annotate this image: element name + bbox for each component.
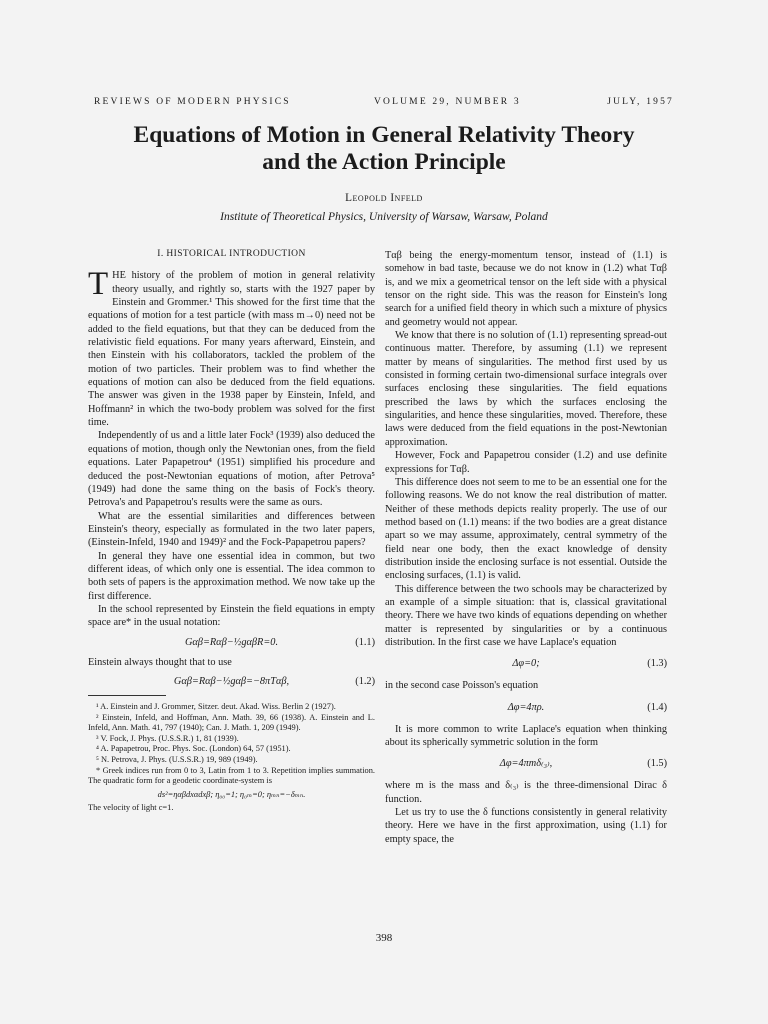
section-heading: I. HISTORICAL INTRODUCTION (157, 249, 306, 259)
paragraph: This difference between the two schools may be characterized by an example of a simple situation: that is, classical gravitational theory. There we have two kinds of equations depending on whether matter is represented by singularities or by a continuous distribution. In the first case we have Laplace's equation (385, 583, 667, 648)
footnote-rule (88, 695, 166, 696)
equation-text: Δφ=0; (512, 658, 540, 670)
footnote: The velocity of light c=1. (88, 803, 174, 813)
left-column (88, 248, 375, 814)
equation-number: (1.5) (647, 758, 667, 770)
footnote: ³ V. Fock, J. Phys. (U.S.S.R.) 1, 81 (1939). (96, 733, 239, 743)
footnote: * Greek indices run from 0 to 3, Latin from 1 to 3. Repetition implies summation. The quadratic form for a geodetic coordinate-system is (88, 765, 375, 786)
equation-number: (1.2) (355, 675, 375, 687)
equation-number: (1.1) (355, 636, 375, 648)
title-line-1: Equations of Motion in General Relativity Theory (133, 122, 635, 148)
drop-cap: T (88, 266, 109, 303)
equation-1-5 (385, 751, 667, 777)
volume-number: VOLUME 29, NUMBER 3 (374, 97, 521, 107)
paragraph: Tαβ being the energy-momentum tensor, instead of (1.1) is somehow in bad taste, because we do not know in (1.2) what Tαβ is, and we mix a geometrical tensor on the left side with a physical tensor on the right side. This was the reason for Einstein's long search for a unified field theory in which such a mixture of physics and geometry would not appear. (385, 250, 667, 328)
footnote-equation: ds²=ηαβdxαdxβ; η₀₀=1; η₀ₘ=0; ηₘₙ=−δₘₙ. (157, 789, 306, 799)
right-column (385, 249, 667, 846)
footnotes (88, 702, 375, 814)
paragraph: What are the essential similarities and differences between Einstein's theory, especially as formulated in the two later papers, (Einstein-Infeld, 1940 and 1949)² and the Fock-Papapetrou papers? (88, 510, 375, 549)
footnote: ⁵ N. Petrova, J. Phys. (U.S.S.R.) 19, 989 (1949). (96, 754, 258, 764)
equation-1-4 (385, 695, 667, 721)
page-number: 398 (375, 932, 393, 944)
paragraph: Einstein always thought that to use (88, 656, 232, 668)
footnote: ⁴ A. Papapetrou, Proc. Phys. Soc. (London) 64, 57 (1951). (96, 744, 291, 754)
equation-text: Gαβ=Rαβ−½gαβR=0. (184, 636, 279, 648)
footnote: ¹ A. Einstein and J. Grommer, Sitzer. deut. Akad. Wiss. Berlin 2 (1927). (96, 701, 336, 711)
title-line-2: and the Action Principle (262, 149, 506, 175)
equation-1-3 (385, 651, 667, 677)
paragraph: Let us try to use the δ functions consistently in general relativity theory. Here we have in the first approximation, using (1.1) for empty space, the (385, 807, 667, 845)
paragraph: Independently of us and a little later Fock³ (1939) also deduced the equations of motion, though only the Newtonian ones, from the field equations. Later Papapetrou⁴ (1951) simplified his procedure and deduced the post-Newtonian equations of motion, after Petrova⁵ (1949) had done the same thing on the basis of Fock's theory. Petrova's and Papapetrou's results were the same as ours. (88, 430, 375, 509)
paragraph (88, 266, 375, 429)
paragraph: In the school represented by Einstein the field equations in empty space are* in the usual notation: (88, 603, 375, 629)
equation-text: Δφ=4πρ. (507, 701, 545, 713)
journal-name: REVIEWS OF MODERN PHYSICS (94, 97, 291, 107)
author-affiliation: Institute of Theoretical Physics, University of Warsaw, Warsaw, Poland (220, 211, 548, 223)
paragraph: in the second case Poisson's equation (385, 680, 539, 692)
issue-date: JULY, 1957 (607, 97, 674, 107)
paragraph: where m is the mass and δ₍₃₎ is the three-dimensional Dirac δ function. (385, 780, 667, 805)
paragraph: In general they have one essential idea in common, but two different ideas, of which only one is essential. The idea common to both sets of papers is the approximation method. We now take up the first difference. (88, 550, 375, 602)
equation-text: Gαβ=Rαβ−½gαβ=−8πTαβ, (173, 675, 290, 687)
author-name: Leopold Infeld (345, 192, 423, 204)
paragraph: It is more common to write Laplace's equation when thinking about its spherically symmetric solution in the form (385, 723, 667, 748)
paragraph: However, Fock and Papapetrou consider (1.2) and use definite expressions for Tαβ. (385, 450, 667, 475)
paragraph: We know that there is no solution of (1.1) representing spread-out continuous matter. Therefore, by assuming (1.1) we represent matter by means of singularities. The method first used by us consisted in forming certain two-dimensional surface integrals over surfaces enclosing these singularities. The field equations prescribed the laws by which the surfaces enclosing the singularities, and hence these singularities, moved. Therefore, these laws were deduced from the field equations in the post-Newtonian approximation. (385, 330, 667, 448)
equation-1-2 (88, 671, 375, 693)
footnote: ² Einstein, Infeld, and Hoffman, Ann. Math. 39, 66 (1938). A. Einstein and L. Infeld, Ann. Math. 41, 797 (1940); Can. J. Math. 1, 209 (1949). (88, 712, 375, 733)
paragraph: This difference does not seem to me to be an essential one for the following reasons. We do not know the real distribution of matter. Neither of these methods depicts reality properly. The use of our method based on (1.1) means: if the two bodies are a great distance apart so we may assume, approximately, central symmetry of the field near one body, then the exact knowledge of density distribution inside the enclosing surface is not essential. Outside the enclosing surfaces, (1.1) is valid. (385, 476, 667, 582)
equation-number: (1.4) (647, 701, 667, 713)
article-title (60, 122, 708, 176)
equation-number: (1.3) (647, 658, 667, 670)
equation-text: Δφ=4πmδ₍₃₎, (499, 758, 553, 770)
paragraph-text: HE history of the problem of motion in general relativity theory usually, and rightly so, starts with the 1927 paper by Einstein and Grommer.¹ This showed for the first time that the equations of motion for a test particle (with mass m→0) need not be added to the field equations, but that they can be deduced from the relativistic field equations. For many years afterward, Einstein, and then Einstein with his collaborators, tackled the problem of the motion of two particles. Their problem was to find whether the equations of motion can also be deduced from the field equations. The answer was given in the 1938 paper by Einstein, Infeld, and Hoffmann² in which the two-body problem was solved for the first time. (88, 270, 375, 429)
equation-1-1 (88, 632, 375, 654)
